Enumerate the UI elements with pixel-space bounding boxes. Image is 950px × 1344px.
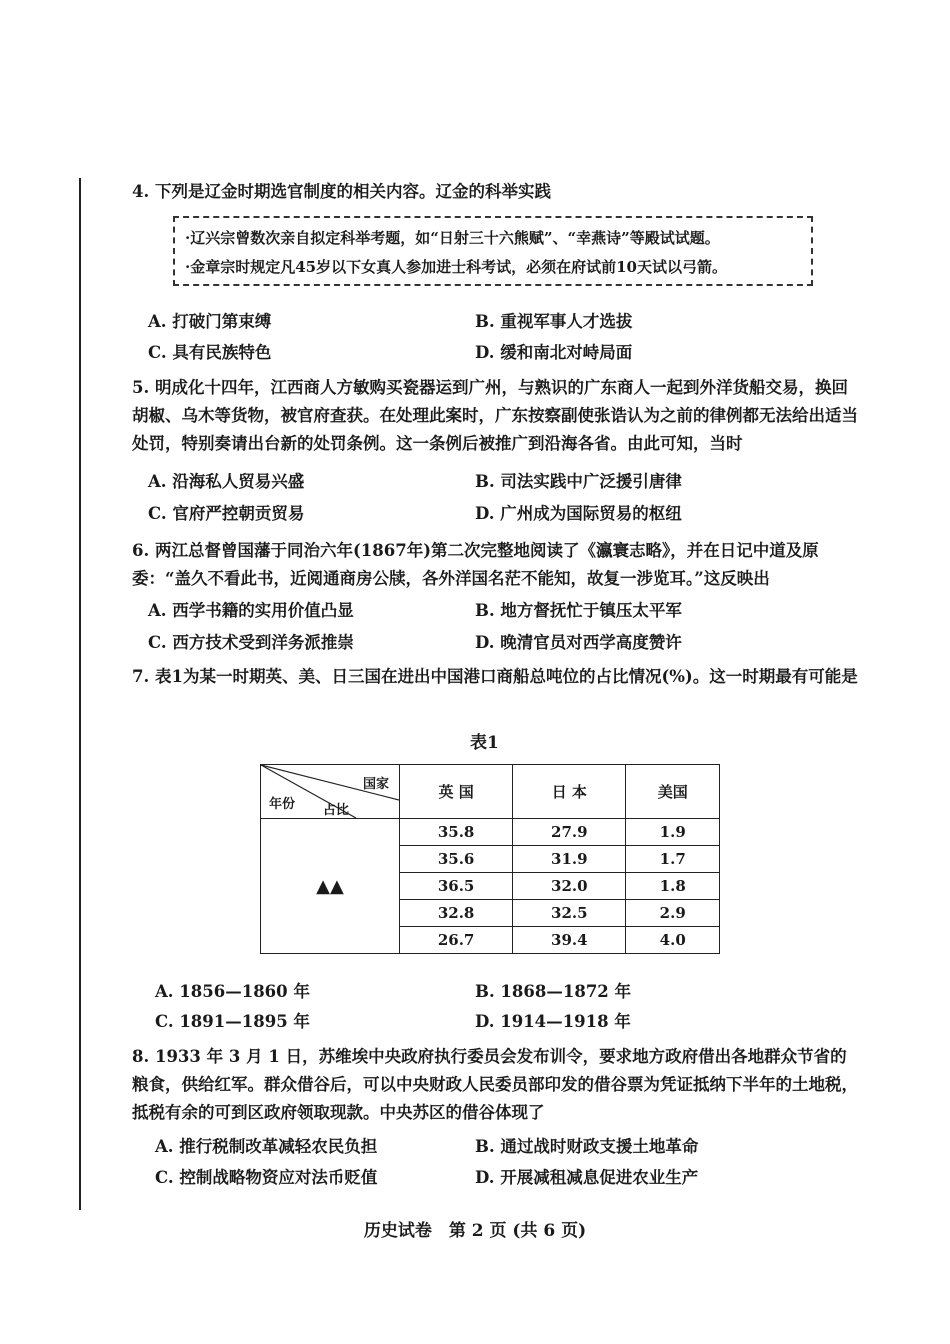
table-cell: 32.8 [400,900,513,927]
table-cell: 2.9 [626,900,720,927]
q6-option-b: B. 地方督抚忙于镇压太平军 [475,601,682,620]
q4-option-b: B. 重视军事人才选拔 [475,312,633,331]
header-label-country: 国家 [363,777,390,792]
q4-material-line: ·辽兴宗曾数次亲自拟定科举考题，如“日射三十六熊赋”、“幸燕诗”等殿试试题。 [185,229,720,247]
header-label-share: 占比 [323,803,350,818]
table-cell: 35.6 [400,846,513,873]
q6-option-c: C. 西方技术受到洋务派推崇 [148,633,354,652]
q6-option-d: D. 晚清官员对西学高度赞许 [475,633,682,652]
table-title: 表1 [470,733,499,753]
q4-option-d: D. 缓和南北对峙局面 [475,343,633,362]
table-cell: 1.7 [626,846,720,873]
column-header-japan: 日 本 [513,765,626,819]
q5-option-c: C. 官府严控朝贡贸易 [148,504,305,523]
q7-option-b: B. 1868—1872 年 [475,982,632,1001]
q4-material-box [173,216,813,286]
q5-option-b: B. 司法实践中广泛援引唐律 [475,472,682,491]
diagonal-header-cell [261,765,400,819]
q4-option-c: C. 具有民族特色 [148,343,272,362]
q7-stem: 7. 表1为某一时期英、美、日三国在进出中国港口商船总吨位的占比情况(%)。这一时期最有可能是 [132,667,858,686]
column-header-uk: 英 国 [400,765,513,819]
q8-option-d: D. 开展减租减息促进农业生产 [475,1168,699,1187]
q8-option-a: A. 推行税制改革减轻农民负担 [155,1137,378,1156]
q4-stem: 4. 下列是辽金时期选官制度的相关内容。辽金的科举实践 [132,182,551,201]
table-cell: 32.5 [513,900,626,927]
q5-option-d: D. 广州成为国际贸易的枢纽 [475,504,682,523]
table-cell: 39.4 [513,927,626,954]
q7-option-a: A. 1856—1860 年 [155,982,310,1001]
table-row [261,819,720,846]
table-cell: 1.9 [626,819,720,846]
q8-stem: 8. 1933 年 3 月 1 日，苏维埃中央政府执行委员会发布训令，要求地方政府借出各地群众节省的粮食，供给红军。群众借谷后，可以中央财政人民委员部印发的借谷票为凭证抵纳下半年的土地税，抵税有余的可到区政府领取现款。中央苏区的借谷体现了 [132,1047,858,1122]
year-placeholder-cell: ▲▲ [261,819,400,954]
q6-stem: 6. 两江总督曾国藩于同治六年(1867年)第二次完整地阅读了《瀛寰志略》，并在日记中道及原委：“盖久不看此书，近阅通商房公牍，各外洋国名茫不能知，故复一涉览耳。”这反映出 [132,541,819,588]
q8-option-c: C. 控制战略物资应对法币贬值 [155,1168,378,1187]
tonnage-table [260,764,720,954]
q5-stem: 5. 明成化十四年，江西商人方敏购买瓷器运到广州，与熟识的广东商人一起到外洋货船交易，换回胡椒、乌木等货物，被官府查获。在处理此案时，广东按察副使张诰认为之前的律例都无法给出适当处罚，特别奏请出台新的处罚条例。这一条例后被推广到沿海各省。由此可知，当时 [132,378,858,453]
q4-option-a: A. 打破门第束缚 [148,312,272,331]
header-label-year: 年份 [269,797,296,812]
table-cell: 36.5 [400,873,513,900]
table-cell: 27.9 [513,819,626,846]
column-header-usa: 美国 [626,765,720,819]
table-cell: 1.8 [626,873,720,900]
q7-option-c: C. 1891—1895 年 [155,1012,310,1031]
table-cell: 35.8 [400,819,513,846]
q6-option-a: A. 西学书籍的实用价值凸显 [148,601,354,620]
q8-option-b: B. 通过战时财政支援土地革命 [475,1137,699,1156]
q4-material-line: ·金章宗时规定凡45岁以下女真人参加进士科考试，必须在府试前10天试以弓箭。 [185,258,727,276]
table-cell: 31.9 [513,846,626,873]
q7-option-d: D. 1914—1918 年 [475,1012,631,1031]
q5-option-a: A. 沿海私人贸易兴盛 [148,472,305,491]
page-footer: 历史试卷 第 2 页 (共 6 页) [363,1221,587,1241]
table-cell: 4.0 [626,927,720,954]
table-header-row [261,765,720,819]
table-cell: 26.7 [400,927,513,954]
table-cell: 32.0 [513,873,626,900]
binding-margin-line [79,178,81,1210]
